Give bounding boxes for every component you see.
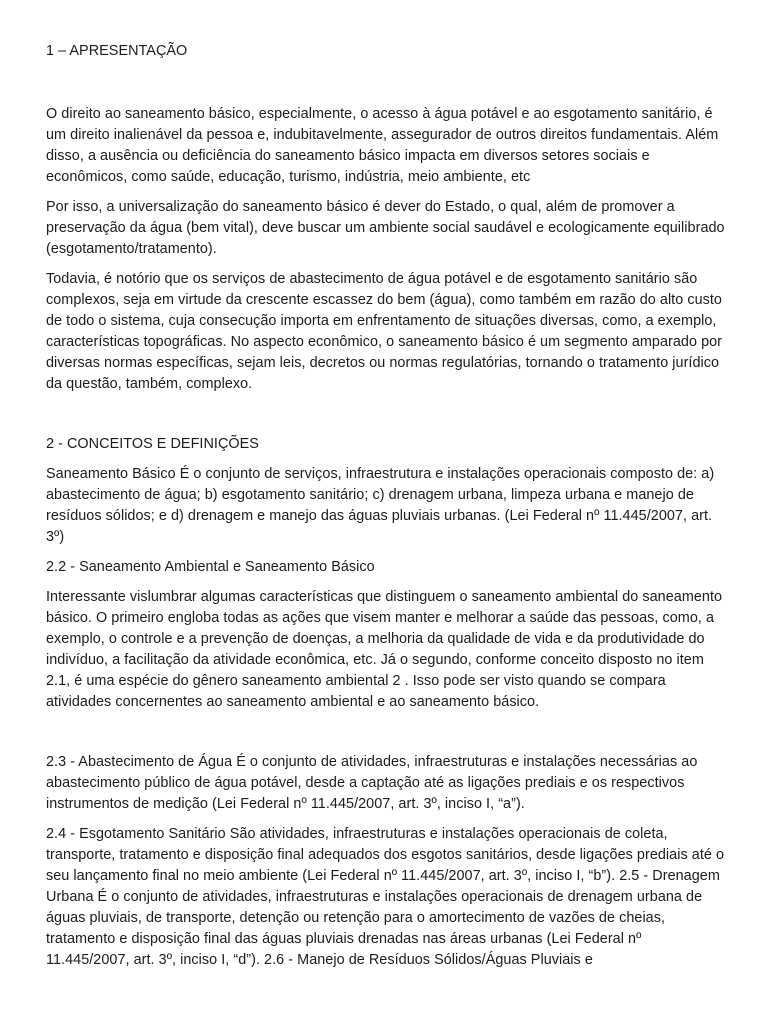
section-2-heading: 2 - CONCEITOS E DEFINIÇÕES <box>46 436 259 452</box>
definition-saneamento-basico: Saneamento Básico É o conjunto de serviços, infraestrutura e instalações operacionais composto de: a) abastecimento de água; b) esgotamento sanitário; c) drenagem urbana, limpeza urbana e manejo de resíduos sólidos; e d) drenagem e manejo das águas pluviais urbanas. (Lei Federal nº 11.445/2007, art. 3º) <box>46 466 715 545</box>
paragraph-2-4: 2.4 - Esgotamento Sanitário São atividades, infraestruturas e instalações operacionais de coleta, transporte, tratamento e disposição final adequados dos esgotos sanitários, desde ligações prediais até o seu lançamento final no meio ambiente (Lei Federal nº 11.445/2007, art. 3º, inciso I, “b”). 2.5 - Drenagem Urbana É o conjunto de atividades, infraestruturas e instalações operacionais de drenagem urbana de águas pluviais, de transporte, detenção ou retenção para o amortecimento de vazões de cheias, tratamento e disposição final das águas pluviais drenadas nas áreas urbanas (Lei Federal nº 11.445/2007, art. 3º, inciso I, “d”). 2.6 - Manejo de Resíduos Sólidos/Águas Pluviais e <box>46 826 725 968</box>
section-1-heading: 1 – APRESENTAÇÃO <box>46 43 188 59</box>
section-1-paragraph-1: O direito ao saneamento básico, especialmente, o acesso à água potável e ao esgotamento sanitário, é um direito inalienável da pessoa e, indubitavelmente, assegurador de outros direitos fundamentais. Além disso, a ausência ou deficiência do saneamento básico impacta em diversos setores sociais e econômicos, como saúde, educação, turismo, indústria, meio ambiente, etc <box>46 106 719 185</box>
section-1-paragraph-2: Por isso, a universalização do saneamento básico é dever do Estado, o qual, além de promover a preservação da água (bem vital), deve buscar um ambiente social saudável e ecologicamente equilibrado (esgotamento/tratamento). <box>46 199 725 257</box>
section-1-paragraph-3: Todavia, é notório que os serviços de abastecimento de água potável e de esgotamento sanitário são complexos, seja em virtude da crescente escassez do bem (água), como também em razão do alto custo de todo o sistema, cuja consecução importa em enfrentamento de situações diversas, como, a exemplo, características topográficas. No aspecto econômico, o saneamento básico é um segmento amparado por diversas normas específicas, sejam leis, decretos ou normas regulatórias, tornando o tratamento jurídico da questão, também, complexo. <box>46 271 723 392</box>
paragraph-2-2: Interessante vislumbrar algumas características que distinguem o saneamento ambiental do saneamento básico. O primeiro engloba todas as ações que visem manter e melhorar a saúde das pessoas, como, a exemplo, o controle e a prevenção de doenças, a melhoria da qualidade de vida e da produtividade do indivíduo, a facilitação da atividade econômica, etc. Já o segundo, conforme conceito disposto no item 2.1, é uma espécie do gênero saneamento ambiental 2 . Isso pode ser visto quando se compara atividades concernentes ao saneamento ambiental e ao saneamento básico. <box>46 589 723 710</box>
document-page <box>46 41 726 971</box>
subheading-2-2: 2.2 - Saneamento Ambiental e Saneamento Básico <box>46 559 375 575</box>
paragraph-2-3: 2.3 - Abastecimento de Água É o conjunto de atividades, infraestruturas e instalações necessárias ao abastecimento público de água potável, desde a captação até as ligações prediais e os respectivos instrumentos de medição (Lei Federal nº 11.445/2007, art. 3º, inciso I, “a”). <box>46 754 698 812</box>
